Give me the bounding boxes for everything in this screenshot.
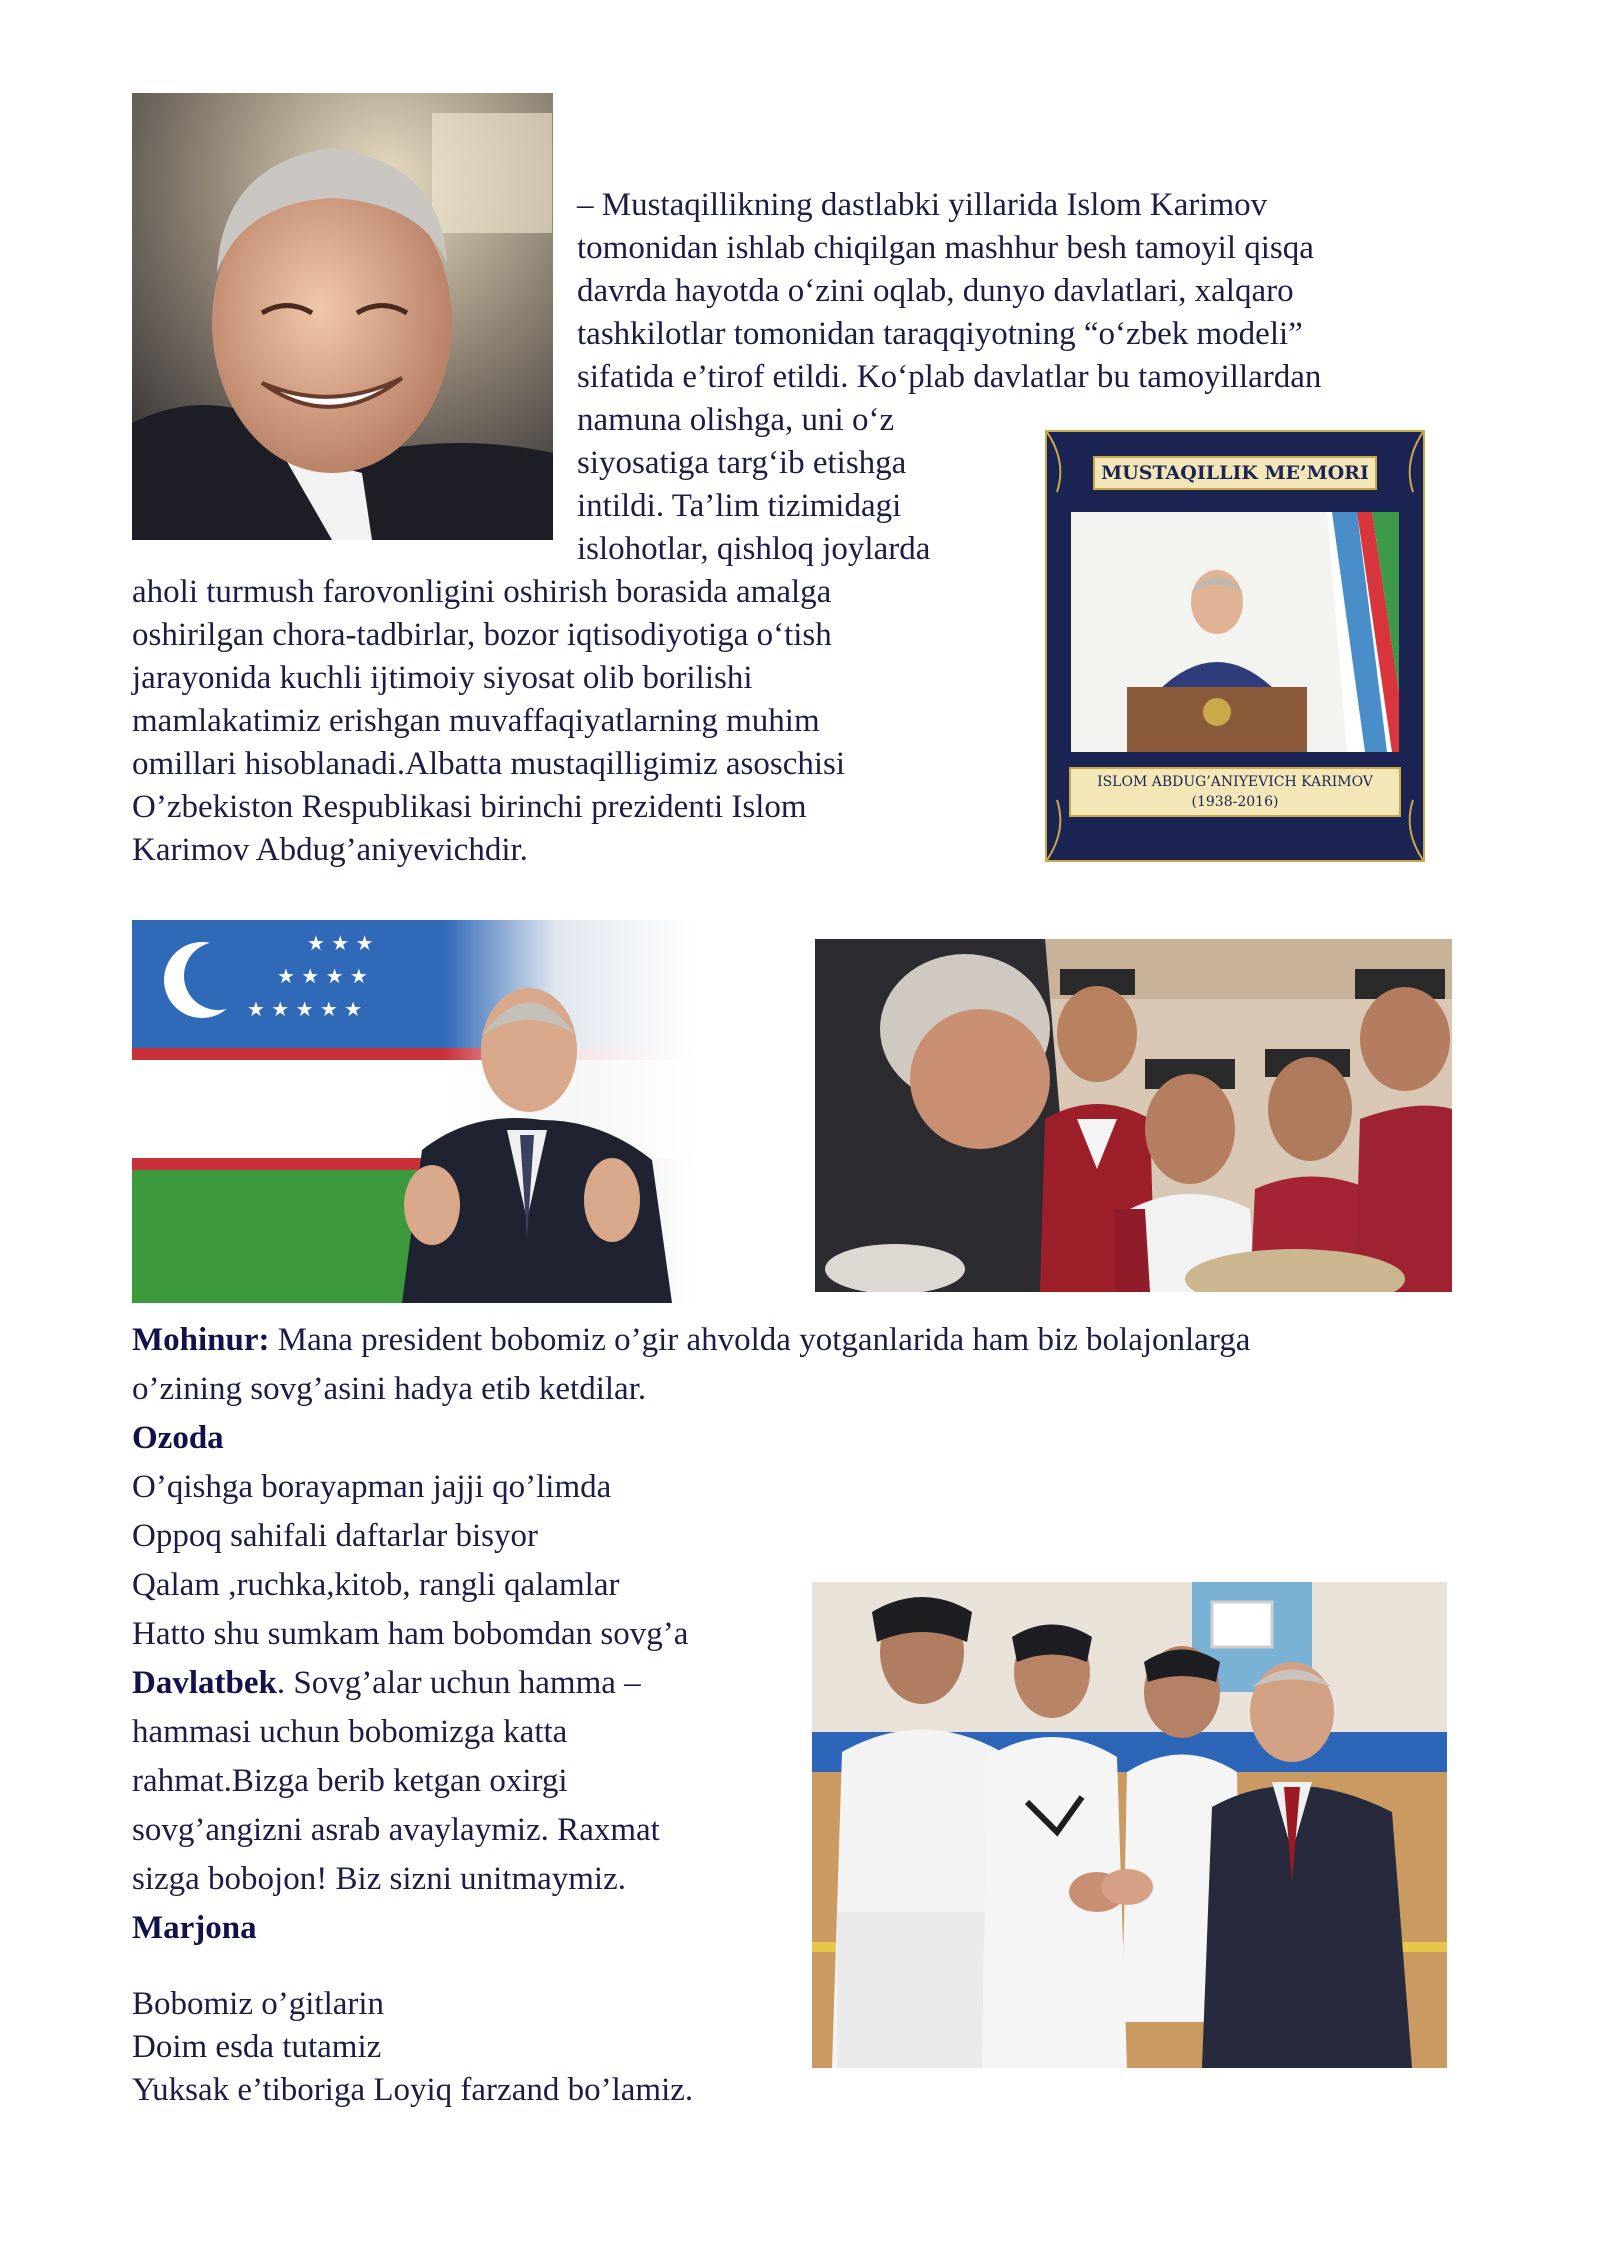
poster-caption [1069,767,1401,817]
text-line: sizga bobojon! Biz sizni unitmaymiz. [132,1861,627,1897]
poster-caption-name: ISLOM ABDUG’ANIYEVICH KARIMOV [1097,774,1373,790]
poem-line: Oppoq sahifali daftarlar bisyor [132,1518,538,1554]
speaker-davlatbek: Davlatbek [132,1665,277,1701]
text-line: islohotlar, qishloq joylarda [577,531,931,567]
text-line: aholi turmush farovonligini oshirish borasida amalga [132,574,832,610]
text-line: tashkilotlar tomonidan taraqqiyotning “o‘zbek modeli” [577,316,1303,352]
text-line: oshirilgan chora-tadbirlar, bozor iqtisodiyotiga o‘tish [132,617,832,653]
flag-speech-photo [132,920,698,1303]
text-line: namuna olishga, uni o‘z [577,402,895,438]
portrait-photo-smiling [132,93,553,540]
text-line: rahmat.Bizga berib ketgan oxirgi [132,1763,568,1799]
text-line: siyosatiga targ‘ib etishga [577,445,907,481]
text-line: omillari hisoblanadi.Albatta mustaqilligimiz asoschisi [132,746,846,782]
text-line: Karimov Abdug’aniyevichdir. [132,832,528,868]
text-line: O’zbekiston Respublikasi birinchi prezidenti Islom [132,789,807,825]
poster-title: MUSTAQILLIK ME’MORI [1093,456,1377,490]
mohinur-line-1 [132,1322,1250,1359]
text-line: mamlakatimiz erishgan muvaffaqiyatlarning muhim [132,703,820,739]
poem-line: Hatto shu sumkam ham bobomdan sovg’a [132,1616,689,1652]
speaker-marjona: Marjona [132,1910,257,1946]
poem-line: Doim esda tutamiz [132,2029,382,2065]
davlatbek-line-1 [132,1665,641,1702]
speaker-ozoda: Ozoda [132,1420,224,1456]
children-photo [815,939,1452,1292]
text-line: sovg’angizni asrab avaylaymiz. Raxmat [132,1812,660,1848]
text-line: jarayonida kuchli ijtimoiy siyosat olib borilishi [132,660,753,696]
text-line: davrda hayotda o‘zini oqlab, dunyo davlatlari, xalqaro [577,273,1294,309]
text-line: – Mustaqillikning dastlabki yillarida Islom Karimov [577,187,1268,223]
mohinur-line-2: o’zining sovg’asini hadya etib ketdilar. [132,1371,647,1407]
poem-line: Bobomiz o’gitlarin [132,1986,385,2022]
poem-line: Yuksak e’tiboriga Loyiq farzand bo’lamiz. [132,2072,694,2108]
poem-line: O’qishga borayapman jajji qo’limda [132,1469,612,1505]
text-line: tomonidan ishlab chiqilgan mashhur besh tamoyil qisqa [577,230,1314,266]
mohinur-text: Mana president bobomiz o’gir ahvolda yotganlarida ham biz bolajonlarga [269,1322,1251,1358]
memorial-poster [1045,430,1425,862]
text-line: hammasi uchun bobomizga katta [132,1714,568,1750]
text-line: intildi. Ta’lim tizimidagi [577,488,902,524]
handshake-photo [812,1582,1447,2068]
poster-caption-years: (1938-2016) [1191,794,1279,810]
speaker-mohinur: Mohinur: [132,1322,270,1358]
davlatbek-text: . Sovg’alar uchun hamma – [276,1665,641,1701]
text-line: sifatida e’tirof etildi. Ko‘plab davlatlar bu tamoyillardan [577,359,1322,395]
poem-line: Qalam ,ruchka,kitob, rangli qalamlar [132,1567,620,1603]
